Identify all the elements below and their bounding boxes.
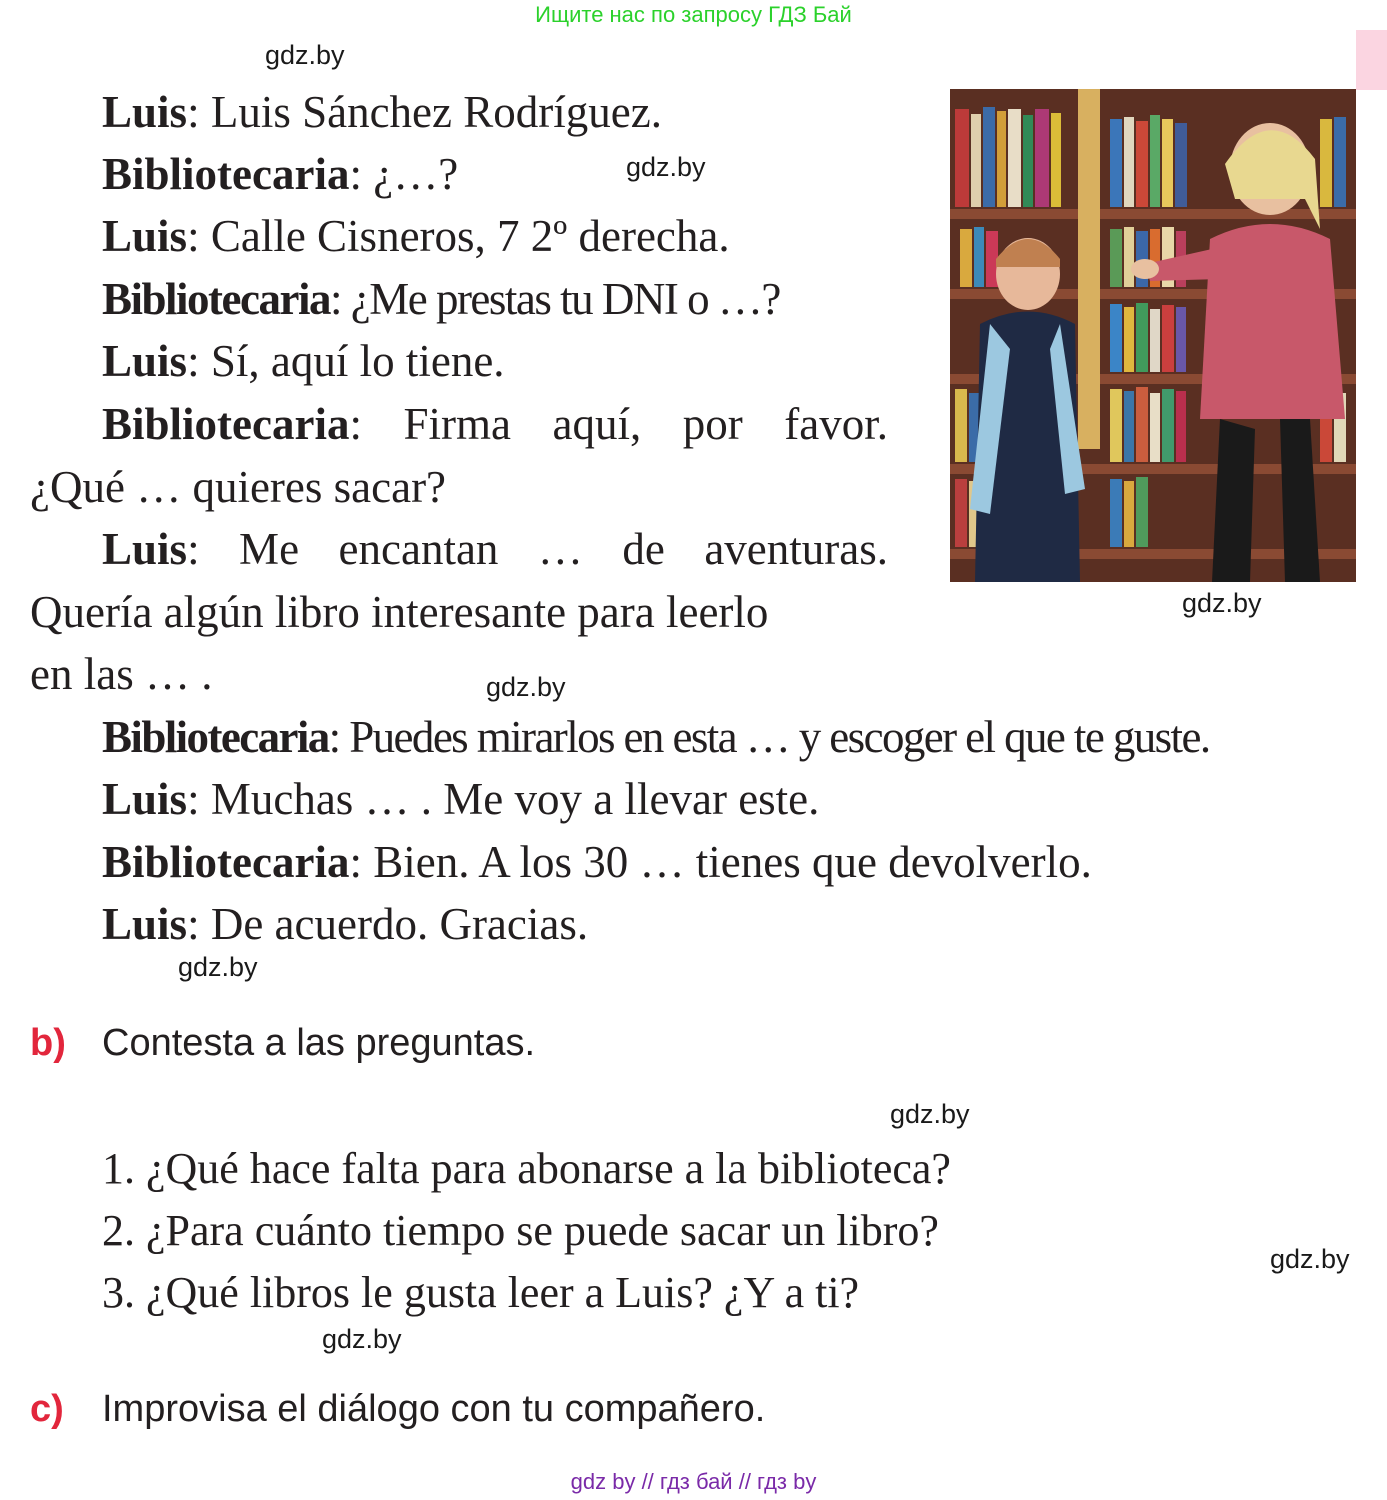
library-photo-icon bbox=[950, 89, 1356, 582]
dialogue-line bbox=[102, 81, 662, 143]
speaker-name: Bibliotecaria bbox=[102, 399, 350, 449]
dialogue-text: ¿…? bbox=[361, 149, 459, 199]
dialogue-line-continued: ¿Qué … quieres sacar? bbox=[30, 462, 447, 512]
page-tab-marker bbox=[1356, 30, 1387, 90]
dialogue-text: Muchas … . Me voy a llevar este. bbox=[199, 774, 820, 824]
speaker-name: Bibliotecaria bbox=[102, 712, 329, 762]
speaker-colon: : bbox=[187, 899, 200, 949]
dialogue-text: Sí, aquí lo tiene. bbox=[199, 336, 505, 386]
speaker-name: Bibliotecaria bbox=[102, 149, 350, 199]
speaker-name: Bibliotecaria bbox=[102, 274, 330, 324]
dialogue-text: De acuerdo. Gracias. bbox=[199, 899, 589, 949]
speaker-colon: : bbox=[187, 336, 200, 386]
dialogue-line-continued: en las … . bbox=[30, 649, 213, 699]
watermark: gdz.by bbox=[486, 672, 566, 702]
watermark: gdz.by bbox=[890, 1099, 970, 1129]
watermark: gdz.by bbox=[1182, 588, 1262, 618]
dialogue-text: Firma aquí, por favor. bbox=[361, 399, 888, 449]
section-b-letter: b) bbox=[30, 1022, 66, 1064]
watermark: gdz.by bbox=[626, 152, 706, 182]
library-photo bbox=[950, 89, 1356, 582]
speaker-name: Luis bbox=[102, 336, 188, 386]
dialogue-text: Bien. A los 30 … tienes que devolverlo. bbox=[361, 837, 1092, 887]
speaker-name: Luis bbox=[102, 774, 188, 824]
speaker-name: Luis bbox=[102, 211, 188, 261]
question-item: 1. ¿Qué hace falta para abonarse a la biblioteca? bbox=[102, 1144, 951, 1193]
dialogue-text: Luis Sánchez Rodríguez. bbox=[199, 87, 662, 137]
speaker-colon: : bbox=[329, 274, 341, 324]
dialogue-line bbox=[102, 768, 819, 830]
footer-links[interactable]: gdz by // гдз бай // гдз by bbox=[570, 1469, 817, 1494]
dialogue-text: ¿Me prestas tu DNI o …? bbox=[340, 274, 780, 324]
dialogue-line-continued: Quería algún libro interesante para leerlo bbox=[30, 587, 769, 637]
question-item: 2. ¿Para cuánto tiempo se puede sacar un libro? bbox=[102, 1206, 939, 1255]
top-banner[interactable]: Ищите нас по запросу ГДЗ Бай bbox=[535, 2, 852, 27]
dialogue-text: Calle Cisneros, 7 2º derecha. bbox=[199, 211, 730, 261]
watermark: gdz.by bbox=[322, 1324, 402, 1354]
question-item: 3. ¿Qué libros le gusta leer a Luis? ¿Y a ti? bbox=[102, 1268, 860, 1317]
section-c-instruction: Improvisa el diálogo con tu compañero. bbox=[102, 1388, 766, 1430]
speaker-colon: : bbox=[187, 774, 200, 824]
watermark: gdz.by bbox=[265, 40, 345, 70]
dialogue-line bbox=[102, 205, 730, 267]
speaker-colon: : bbox=[187, 524, 200, 574]
watermark: gdz.by bbox=[178, 952, 258, 982]
dialogue-line bbox=[102, 518, 888, 580]
dialogue-line bbox=[102, 893, 588, 955]
section-c-letter: c) bbox=[30, 1388, 64, 1430]
watermark: gdz.by bbox=[1270, 1244, 1350, 1274]
speaker-colon: : bbox=[187, 211, 200, 261]
speaker-name: Luis bbox=[102, 524, 188, 574]
dialogue-line bbox=[102, 393, 888, 455]
dialogue-line bbox=[102, 330, 505, 392]
speaker-colon: : bbox=[328, 712, 340, 762]
speaker-name: Bibliotecaria bbox=[102, 837, 350, 887]
dialogue-line bbox=[102, 268, 780, 330]
speaker-colon: : bbox=[349, 149, 362, 199]
dialogue-line bbox=[102, 706, 1209, 768]
speaker-colon: : bbox=[349, 837, 362, 887]
speaker-name: Luis bbox=[102, 87, 188, 137]
dialogue-line bbox=[102, 143, 458, 205]
speaker-name: Luis bbox=[102, 899, 188, 949]
speaker-colon: : bbox=[349, 399, 362, 449]
speaker-colon: : bbox=[187, 87, 200, 137]
section-b-instruction: Contesta a las preguntas. bbox=[102, 1022, 536, 1064]
dialogue-text: Puedes mirarlos en esta … y escoger el que te guste. bbox=[339, 712, 1210, 762]
dialogue-text: Me encantan … de aventuras. bbox=[199, 524, 888, 574]
dialogue-line bbox=[102, 831, 1092, 893]
